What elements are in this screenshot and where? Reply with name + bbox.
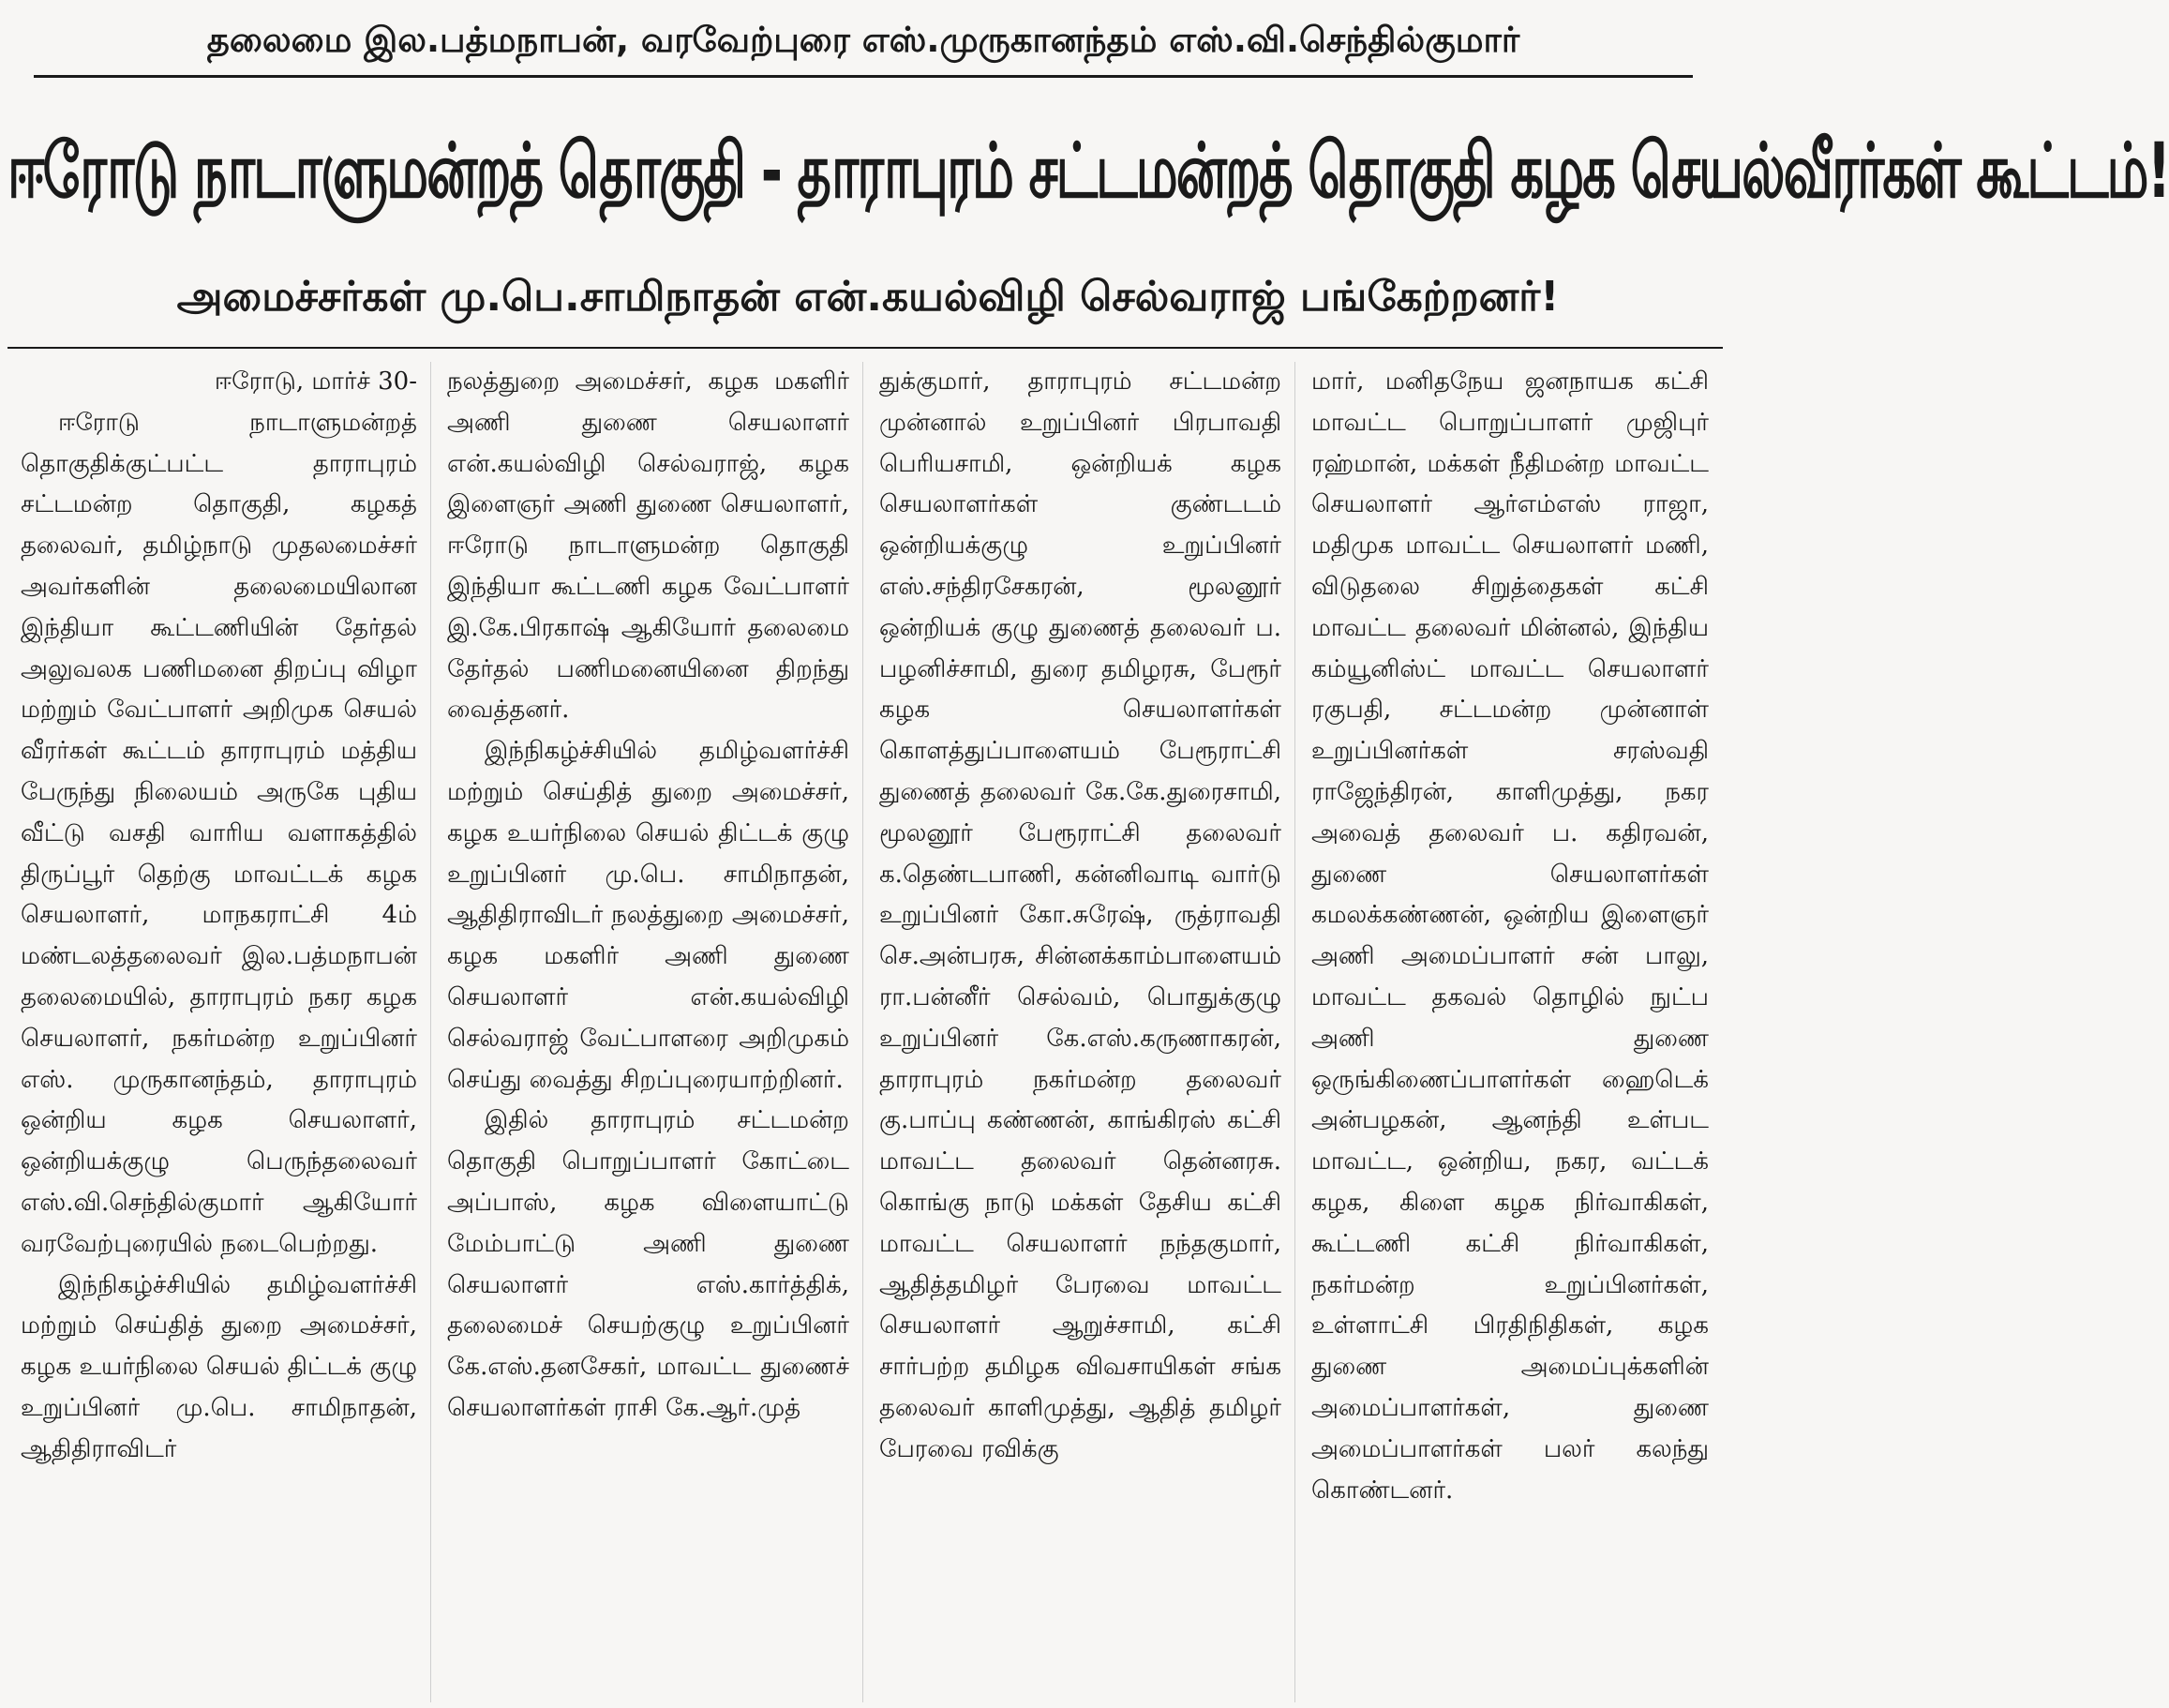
paragraph: ஈரோடு நாடாளுமன்றத் தொகுதிக்குட்பட்ட தாராபுரம் சட்டமன்ற தொகுதி, கழகத் தலைவர், தமிழ்நாடு முதலமைச்சர் அவர்களின் தலைமையிலான இந்தியா கூட்டணியின் தேர்தல் அலுவலக பணிமனை திறப்பு விழா மற்றும் வேட்பாளர் அறிமுக செயல் வீரர்கள் கூட்டம் தாராபுரம் மத்திய பேருந்து நிலையம் அருகே புதிய வீட்டு வசதி வாரிய வளாகத்தில் திருப்பூர் தெற்கு மாவட்டக் கழக செயலாளர், மாநகராட்சி 4ம் மண்டலத்தலைவர் இல.பத்மநாபன் தலைமையில், தாராபுரம் நகர கழக செயலாளர், நகர்மன்ற உறுப்பினர் எஸ். முருகானந்தம், தாராபுரம் ஒன்றிய கழக செயலாளர், ஒன்றியக்குழு பெருந்தலைவர் எஸ்.வி.செந்தில்குமார் ஆகியோர் வரவேற்புரையில் நடைபெற்றது. bbox=[21, 408, 417, 1258]
paragraph: இந்நிகழ்ச்சியில் தமிழ்வளர்ச்சி மற்றும் செய்தித் துறை அமைச்சர், கழக உயர்நிலை செயல் திட்டக் குழு உறுப்பினர் மு.பெ. சாமிநாதன், ஆதிதிராவிடர் bbox=[21, 1270, 417, 1463]
paragraph: மார், மனிதநேய ஜனநாயக கட்சி மாவட்ட பொறுப்பாளர் முஜிபுர் ரஹ்மான், மக்கள் நீதிமன்ற மாவட்ட செயலாளர் ஆர்எம்எஸ் ராஜா, மதிமுக மாவட்ட செயலாளர் மணி, விடுதலை சிறுத்தைகள் கட்சி மாவட்ட தலைவர் மின்னல், இந்திய கம்யூனிஸ்ட் மாவட்ட செயலாளர் ரகுபதி, சட்டமன்ற முன்னாள் உறுப்பினர்கள் சரஸ்வதி ராஜேந்திரன், காளிமுத்து, நகர அவைத் தலைவர் ப. கதிரவன், துணை செயலாளர்கள் கமலக்கண்ணன், ஒன்றிய இளைஞர் அணி அமைப்பாளர் சன் பாலு, மாவட்ட தகவல் தொழில் நுட்ப அணி துணை ஒருங்கிணைப்பாளர்கள் ஹைடெக் அன்பழகன், ஆனந்தி உள்பட மாவட்ட, ஒன்றிய, நகர, வட்டக் கழக, கிளை கழக நிர்வாகிகள், கூட்டணி கட்சி நிர்வாகிகள், நகர்மன்ற உறுப்பினர்கள், உள்ளாட்சி பிரதிநிதிகள், கழக துணை அமைப்புக்களின் அமைப்பாளர்கள், துணை அமைப்பாளர்கள் பலர் கலந்து கொண்டனர். bbox=[1311, 367, 1709, 1505]
column-3 bbox=[866, 362, 1295, 1702]
subheadline: அமைச்சர்கள் மு.பெ.சாமிநாதன் என்.கயல்விழி செல்வராஜ் பங்கேற்றனர்! bbox=[176, 273, 1560, 321]
column-2 bbox=[434, 362, 863, 1702]
subhead-rule bbox=[7, 347, 1723, 349]
column-1 bbox=[7, 362, 431, 1702]
headline: ஈரோடு நாடாளுமன்றத் தொகுதி - தாராபுரம் சட்டமன்றத் தொகுதி கழக செயல்வீரர்கள் கூட்டம்! bbox=[7, 127, 2169, 217]
kicker-line: தலைமை இல.பத்மநாபன், வரவேற்புரை எஸ்.முருகானந்தம் எஸ்.வி.செந்தில்குமார் bbox=[206, 20, 1520, 60]
dateline: ஈரோடு, மார்ச் 30- bbox=[214, 367, 417, 396]
paragraph: நலத்துறை அமைச்சர், கழக மகளிர் அணி துணை செயலாளர் என்.கயல்விழி செல்வராஜ், கழக இளைஞர் அணி துணை செயலாளர், ஈரோடு நாடாளுமன்ற தொகுதி இந்தியா கூட்டணி கழக வேட்பாளர் இ.கே.பிரகாஷ் ஆகியோர் தலைமை தேர்தல் பணிமனையினை திறந்து வைத்தனர். bbox=[447, 367, 849, 725]
paragraph: இந்நிகழ்ச்சியில் தமிழ்வளர்ச்சி மற்றும் செய்தித் துறை அமைச்சர், கழக உயர்நிலை செயல் திட்டக் குழு உறுப்பினர் மு.பெ. சாமிநாதன், ஆதிதிராவிடர் நலத்துறை அமைச்சர், கழக மகளிர் அணி துணை செயலாளர் என்.கயல்விழி செல்வராஜ் வேட்பாளரை அறிமுகம் செய்து வைத்து சிறப்புரையாற்றினர். bbox=[447, 737, 849, 1094]
article-body bbox=[7, 362, 1723, 1702]
paragraph: இதில் தாராபுரம் சட்டமன்ற தொகுதி பொறுப்பாளர் கோட்டை அப்பாஸ், கழக விளையாட்டு மேம்பாட்டு அணி துணை செயலாளர் எஸ்.கார்த்திக், தலைமைச் செயற்குழு உறுப்பினர் கே.எஸ்.தனசேகர், மாவட்ட துணைச் செயலாளர்கள் ராசி கே.ஆர்.முத் bbox=[447, 1106, 849, 1422]
column-4 bbox=[1298, 362, 1722, 1702]
paragraph: துக்குமார், தாராபுரம் சட்டமன்ற முன்னால் உறுப்பினர் பிரபாவதி பெரியசாமி, ஒன்றியக் கழக செயலாளர்கள் குண்டடம் ஒன்றியக்குழு உறுப்பினர் எஸ்.சந்திரசேகரன், மூலனூர் ஒன்றியக் குழு துணைத் தலைவர் ப. பழனிச்சாமி, துரை தமிழரசு, பேரூர் கழக செயலாளர்கள் கொளத்துப்பாளையம் பேரூராட்சி துணைத் தலைவர் கே.கே.துரைசாமி, மூலனூர் பேரூராட்சி தலைவர் க.தெண்டபாணி, கன்னிவாடி வார்டு உறுப்பினர் கோ.சுரேஷ், ருத்ராவதி செ.அன்பரசு, சின்னக்காம்பாளையம் ரா.பன்னீர் செல்வம், பொதுக்குழு உறுப்பினர் கே.எஸ்.கருணாகரன், தாராபுரம் நகர்மன்ற தலைவர் கு.பாப்பு கண்ணன், காங்கிரஸ் கட்சி மாவட்ட தலைவர் தென்னரசு. கொங்கு நாடு மக்கள் தேசிய கட்சி மாவட்ட செயலாளர் நந்தகுமார், ஆதித்தமிழர் பேரவை மாவட்ட செயலாளர் ஆறுச்சாமி, கட்சி சார்பற்ற தமிழக விவசாயிகள் சங்க தலைவர் காளிமுத்து, ஆதித் தமிழர் பேரவை ரவிக்கு bbox=[879, 367, 1281, 1463]
